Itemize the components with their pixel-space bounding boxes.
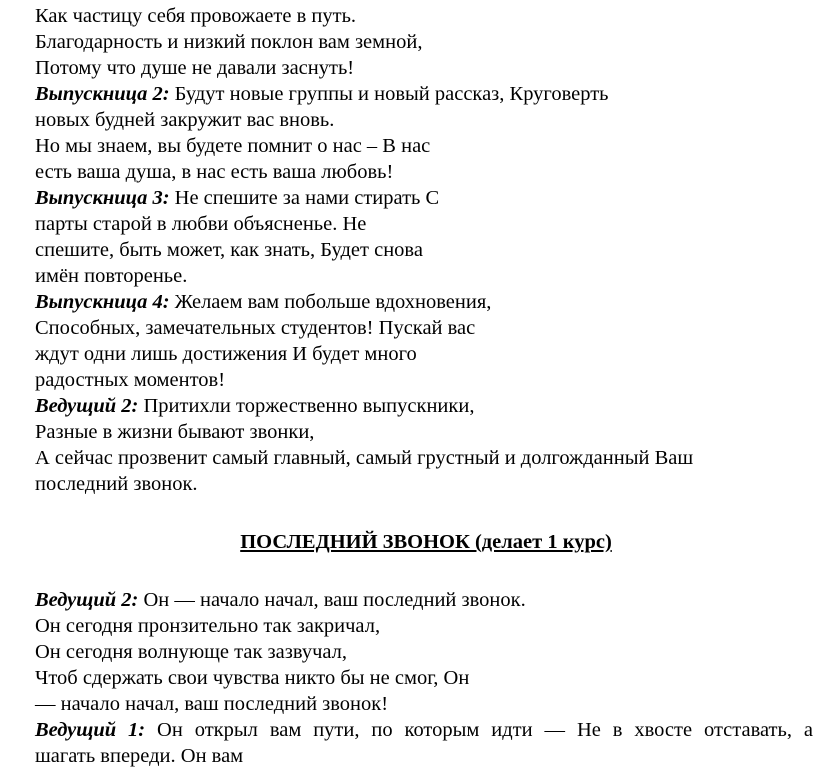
text-line: Но мы знаем, вы будете помнит о нас – В нас	[35, 135, 431, 157]
text-line: Ведущий 2: Он — начало начал, ваш последний звонок.	[35, 589, 526, 611]
text-line: — начало начал, ваш последний звонок!	[35, 693, 389, 715]
text-line: Благодарность и низкий поклон вам земной,	[35, 31, 423, 53]
speaker-label: Выпускница 2:	[35, 83, 170, 105]
text-line: Потому что душе не давали заснуть!	[35, 57, 355, 79]
text-line: Чтоб сдержать свои чувства никто бы не смог, Он	[35, 667, 470, 689]
text-line: Ведущий 1: Он открыл вам пути, по которым идти — Не в хвосте отставать, а	[35, 719, 813, 741]
speaker-label: Выпускница 3:	[35, 187, 170, 209]
text-line: имён повторенье.	[35, 265, 188, 287]
text-line: парты старой в любви объясненье. Не	[35, 213, 367, 235]
text-line: последний звонок.	[35, 473, 198, 495]
text-line: есть ваша душа, в нас есть ваша любовь!	[35, 161, 394, 183]
text-line: спешите, быть может, как знать, Будет снова	[35, 239, 423, 261]
speaker-label: Ведущий 2:	[35, 589, 139, 611]
text-line: радостных моментов!	[35, 369, 226, 391]
text-line: шагать впереди. Он вам	[35, 745, 244, 767]
speaker-label: Выпускница 4:	[35, 291, 170, 313]
text-line: Выпускница 2: Будут новые группы и новый рассказ, Круговерть	[35, 83, 609, 105]
speaker-label: Ведущий 2:	[35, 395, 139, 417]
speaker-label: Ведущий 1:	[35, 719, 146, 741]
text-line: Он сегодня волнующе так зазвучал,	[35, 641, 348, 663]
text-line: новых будней закружит вас вновь.	[35, 109, 335, 131]
text-line: ждут одни лишь достижения И будет много	[35, 343, 417, 365]
text-line: А сейчас прозвенит самый главный, самый грустный и долгожданный Ваш	[35, 447, 694, 469]
text-line: Выпускница 3: Не спешите за нами стирать С	[35, 187, 440, 209]
text-line: Ведущий 2: Притихли торжественно выпускники,	[35, 395, 475, 417]
text-line: Способных, замечательных студентов! Пускай вас	[35, 317, 476, 339]
section-heading: ПОСЛЕДНИЙ ЗВОНОК (делает 1 курс)	[240, 531, 612, 553]
text-line: Разные в жизни бывают звонки,	[35, 421, 315, 443]
text-line: Выпускница 4: Желаем вам побольше вдохновения,	[35, 291, 492, 313]
text-line: Как частицу себя провожаете в путь.	[35, 5, 357, 27]
text-line: Он сегодня пронзительно так закричал,	[35, 615, 381, 637]
